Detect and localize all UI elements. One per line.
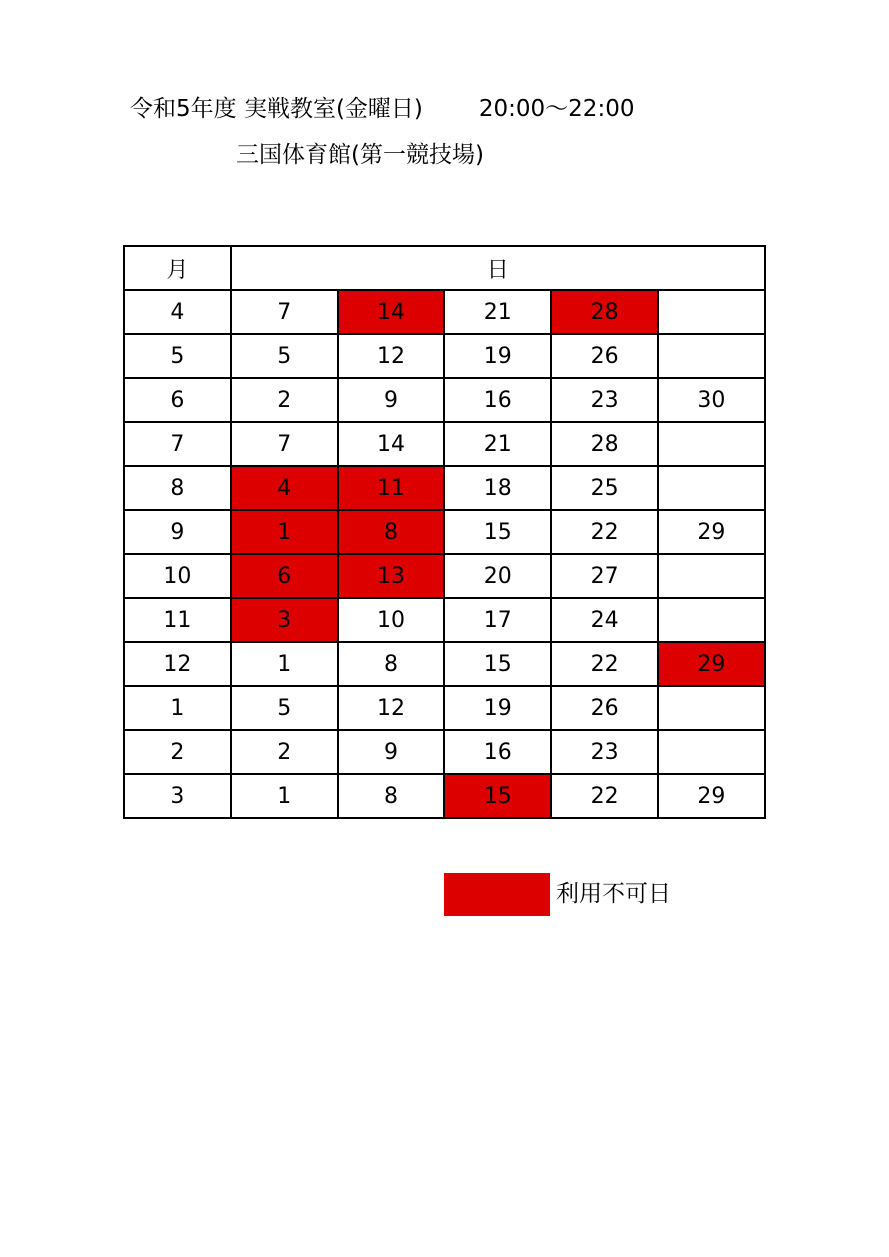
day-cell [658, 334, 765, 378]
day-cell-unavailable: 6 [231, 554, 338, 598]
day-cell: 20 [444, 554, 551, 598]
day-cell: 28 [551, 422, 658, 466]
time-range: 20:00〜22:00 [478, 96, 635, 122]
day-cell: 19 [444, 334, 551, 378]
day-cell: 9 [338, 730, 445, 774]
day-cell: 18 [444, 466, 551, 510]
day-cell: 12 [338, 686, 445, 730]
day-cell [658, 730, 765, 774]
day-cell: 24 [551, 598, 658, 642]
month-cell: 10 [124, 554, 231, 598]
table-row [124, 598, 765, 642]
day-cell-unavailable: 28 [551, 290, 658, 334]
day-cell: 17 [444, 598, 551, 642]
day-cell: 1 [231, 774, 338, 818]
day-cell: 27 [551, 554, 658, 598]
month-cell: 12 [124, 642, 231, 686]
day-cell: 8 [338, 774, 445, 818]
day-cell: 21 [444, 422, 551, 466]
month-cell: 4 [124, 290, 231, 334]
day-cell: 23 [551, 730, 658, 774]
day-cell: 8 [338, 642, 445, 686]
day-cell [658, 554, 765, 598]
table-header-row [124, 246, 765, 290]
day-cell: 25 [551, 466, 658, 510]
month-cell: 9 [124, 510, 231, 554]
month-cell: 3 [124, 774, 231, 818]
day-cell: 7 [231, 290, 338, 334]
legend-swatch [444, 873, 550, 916]
table-row [124, 642, 765, 686]
day-cell: 16 [444, 378, 551, 422]
table-row [124, 422, 765, 466]
day-cell: 21 [444, 290, 551, 334]
day-cell-unavailable: 29 [658, 642, 765, 686]
day-cell: 12 [338, 334, 445, 378]
legend-label: 利用不可日 [556, 881, 671, 907]
day-cell: 22 [551, 774, 658, 818]
venue-subtitle: 三国体育館(第一競技場) [236, 142, 484, 168]
table-row [124, 730, 765, 774]
day-cell [658, 290, 765, 334]
table-row [124, 290, 765, 334]
table-row [124, 334, 765, 378]
day-cell: 29 [658, 774, 765, 818]
day-cell: 26 [551, 686, 658, 730]
month-cell: 5 [124, 334, 231, 378]
day-cell [658, 466, 765, 510]
day-cell: 1 [231, 642, 338, 686]
day-cell: 7 [231, 422, 338, 466]
day-cell: 15 [444, 510, 551, 554]
day-cell: 30 [658, 378, 765, 422]
page-title [130, 95, 634, 123]
day-cell-unavailable: 8 [338, 510, 445, 554]
day-cell [658, 686, 765, 730]
day-cell: 10 [338, 598, 445, 642]
day-cell: 5 [231, 686, 338, 730]
day-cell-unavailable: 13 [338, 554, 445, 598]
title-text: 令和5年度 実戦教室(金曜日) [130, 96, 423, 122]
day-cell: 22 [551, 510, 658, 554]
day-cell: 2 [231, 730, 338, 774]
month-cell: 1 [124, 686, 231, 730]
month-cell: 11 [124, 598, 231, 642]
day-cell-unavailable: 4 [231, 466, 338, 510]
day-cell: 2 [231, 378, 338, 422]
day-cell: 9 [338, 378, 445, 422]
day-cell [658, 422, 765, 466]
schedule-table [123, 245, 766, 819]
day-cell-unavailable: 14 [338, 290, 445, 334]
day-cell: 5 [231, 334, 338, 378]
day-cell [658, 598, 765, 642]
day-cell: 26 [551, 334, 658, 378]
table-row [124, 510, 765, 554]
month-cell: 6 [124, 378, 231, 422]
day-cell-unavailable: 11 [338, 466, 445, 510]
day-cell-unavailable: 3 [231, 598, 338, 642]
day-cell: 29 [658, 510, 765, 554]
day-cell: 23 [551, 378, 658, 422]
day-cell: 14 [338, 422, 445, 466]
day-cell: 19 [444, 686, 551, 730]
table-row [124, 686, 765, 730]
schedule-body [124, 290, 765, 818]
month-cell: 8 [124, 466, 231, 510]
day-cell: 16 [444, 730, 551, 774]
table-row [124, 774, 765, 818]
table-row [124, 378, 765, 422]
month-cell: 7 [124, 422, 231, 466]
table-row [124, 554, 765, 598]
header-month: 月 [124, 246, 231, 290]
day-cell-unavailable: 1 [231, 510, 338, 554]
day-cell-unavailable: 15 [444, 774, 551, 818]
header-day: 日 [231, 246, 765, 290]
month-cell: 2 [124, 730, 231, 774]
day-cell: 15 [444, 642, 551, 686]
day-cell: 22 [551, 642, 658, 686]
table-row [124, 466, 765, 510]
